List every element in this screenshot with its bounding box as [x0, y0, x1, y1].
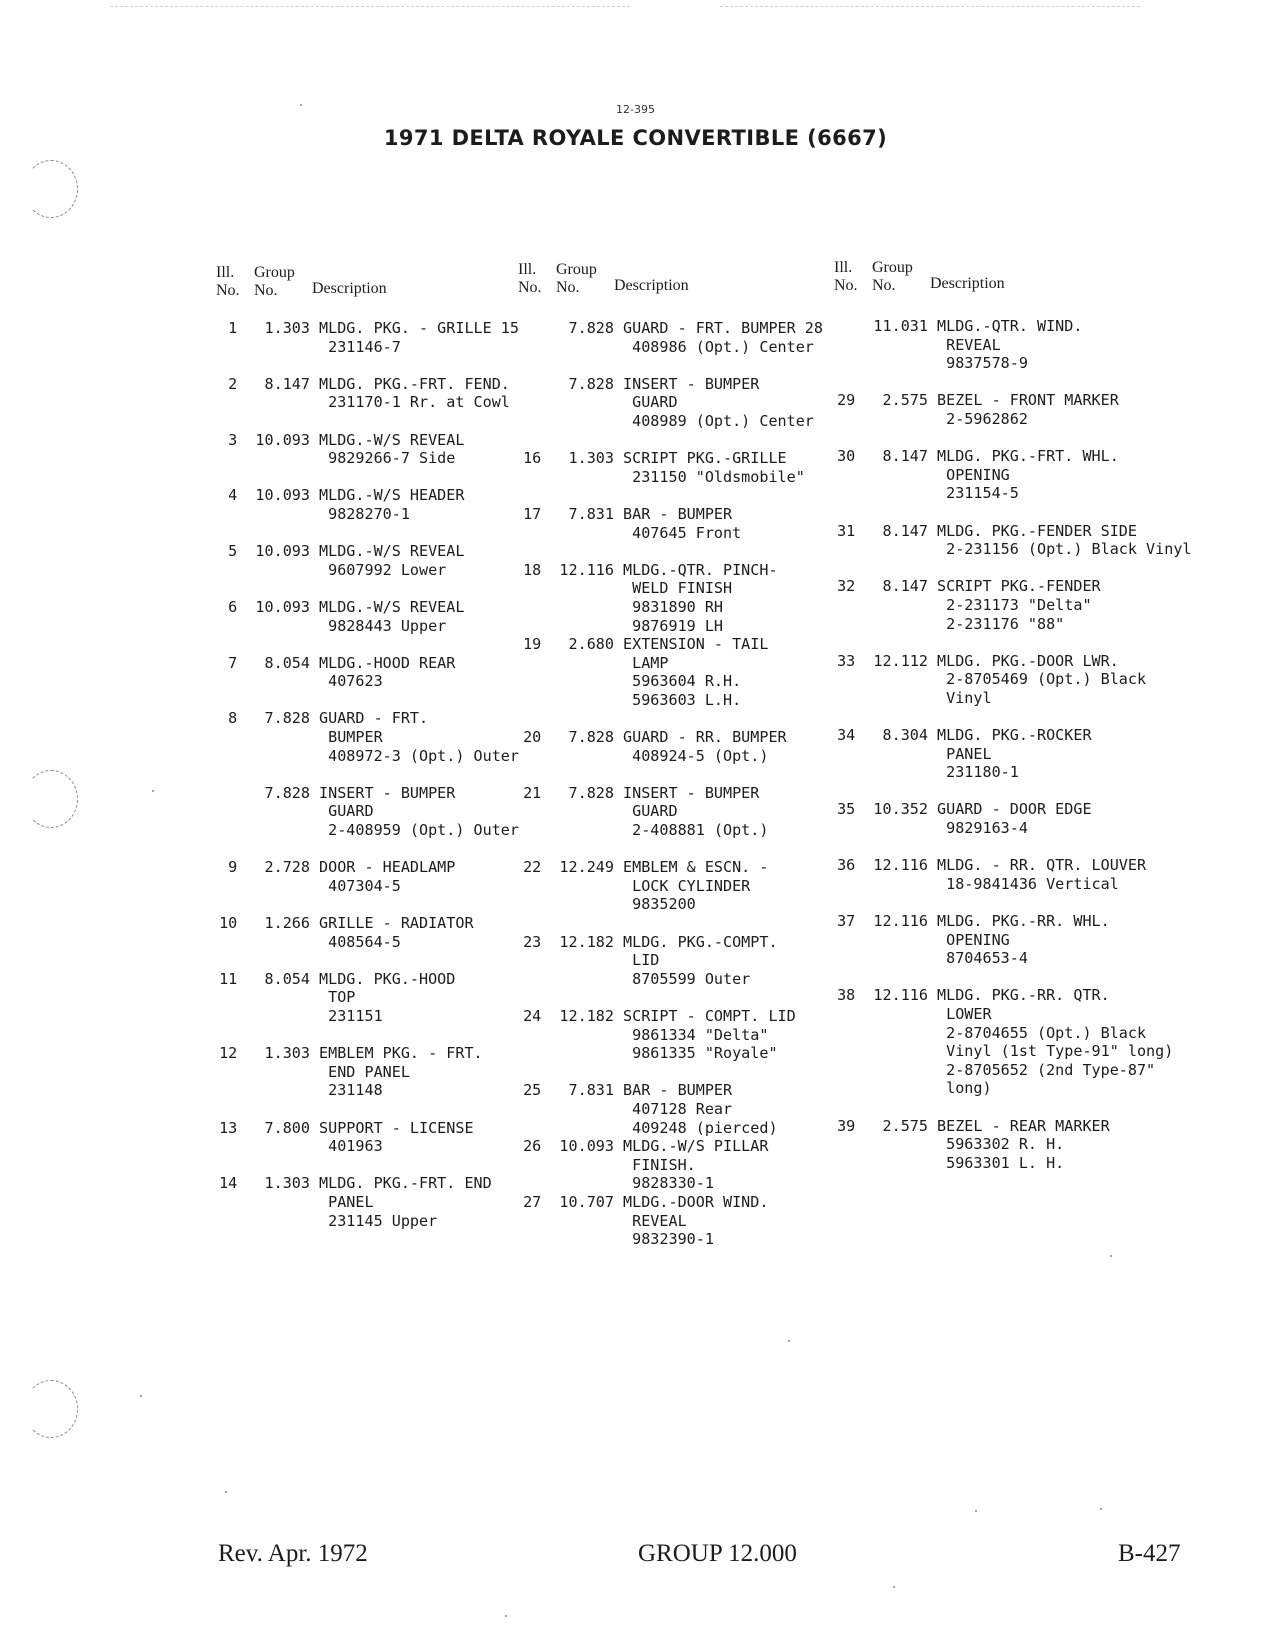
- header-ill-no: No.: [834, 277, 858, 294]
- header-group-no: No.: [872, 277, 896, 294]
- parts-column-3: 11.031 MLDG.-QTR. WIND. REVEAL 9837578-9 29 2.575 BEZEL - FRONT MARKER 2-5962862 30 8.147 MLDG. PKG.-FRT. WHL. OPENING 231154-5 31 8.147 MLDG. PKG.-FENDER SIDE 2-231156 (Opt.) Black Vinyl 32 8.147 SCRIPT PKG.-FENDER 2-231173 "Delta" 2-231176 "88" 33 12.112 MLDG. PKG.-DOOR LWR. 2-8705469 (Opt.) Black Vinyl 34 8.304 MLDG. PKG.-ROCKER PANEL 231180-1 35 10.352 GUARD - DOOR EDGE 9829163-4 36 12.116 MLDG. - RR. QTR. LOUVER 18-9841436 Vertical 37 12.116 MLDG. PKG.-RR. WHL. OPENING 8704653-4 38 12.116 MLDG. PKG.-RR. QTR. LOWER 2-8704655 (Opt.) Black Vinyl (1st Type-91" long) 2-8705652 (2nd Type-87" long) 39 2.575 BEZEL - REAR MARKER 5963302 R. H. 5963301 L. H.: [837, 317, 1192, 1172]
- parts-column-1: 1 1.303 MLDG. PKG. - GRILLE 15 231146-7 2 8.147 MLDG. PKG.-FRT. FEND. 231170-1 Rr. at Cowl 3 10.093 MLDG.-W/S REVEAL 9829266-7 Side 4 10.093 MLDG.-W/S HEADER 9828270-1 5 10.093 MLDG.-W/S REVEAL 9607992 Lower 6 10.093 MLDG.-W/S REVEAL 9828443 Upper 7 8.054 MLDG.-HOOD REAR 407623 8 7.828 GUARD - FRT. BUMPER 408972-3 (Opt.) Outer 7.828 INSERT - BUMPER GUARD 2-408959 (Opt.) Outer 9 2.728 DOOR - HEADLAMP 407304-5 10 1.266 GRILLE - RADIATOR 408564-5 11 8.054 MLDG. PKG.-HOOD TOP 231151 12 1.303 EMBLEM PKG. - FRT. END PANEL 231148 13 7.800 SUPPORT - LICENSE 401963 14 1.303 MLDG. PKG.-FRT. END PANEL 231145 Upper: [219, 319, 519, 1230]
- scan-speck: [975, 1510, 977, 1512]
- header-group: Group: [872, 259, 913, 276]
- scan-speck: [788, 1340, 790, 1342]
- punch-hole-top: [24, 160, 78, 218]
- page-code: B-427: [1118, 1540, 1181, 1567]
- header-ill: Ill.: [216, 264, 235, 281]
- scan-speck: [505, 1615, 507, 1617]
- scan-edge-line: [110, 6, 630, 7]
- page-title: 1971 DELTA ROYALE CONVERTIBLE (6667): [383, 126, 888, 150]
- scan-speck: [893, 1586, 895, 1588]
- header-group: Group: [556, 261, 597, 278]
- header-description: Description: [312, 280, 387, 297]
- header-ill-no: No.: [216, 282, 240, 299]
- header-group-no: No.: [556, 279, 580, 296]
- parts-column-2: 7.828 GUARD - FRT. BUMPER 28 408986 (Opt.) Center 7.828 INSERT - BUMPER GUARD 408989 (Opt.) Center 16 1.303 SCRIPT PKG.-GRILLE 231150 "Oldsmobile" 17 7.831 BAR - BUMPER 407645 Front 18 12.116 MLDG.-QTR. PINCH- WELD FINISH 9831890 RH 9876919 LH 19 2.680 EXTENSION - TAIL LAMP 5963604 R.H. 5963603 L.H. 20 7.828 GUARD - RR. BUMPER 408924-5 (Opt.) 21 7.828 INSERT - BUMPER GUARD 2-408881 (Opt.) 22 12.249 EMBLEM & ESCN. - LOCK CYLINDER 9835200 23 12.182 MLDG. PKG.-COMPT. LID 8705599 Outer 24 12.182 SCRIPT - COMPT. LID 9861334 "Delta" 9861335 "Royale" 25 7.831 BAR - BUMPER 407128 Rear 409248 (pierced) 26 10.093 MLDG.-W/S PILLAR FINISH. 9828330-1 27 10.707 MLDG.-DOOR WIND. REVEAL 9832390-1: [523, 319, 823, 1249]
- header-description: Description: [930, 275, 1005, 292]
- group-label: GROUP 12.000: [638, 1540, 797, 1567]
- scan-speck: [300, 104, 302, 106]
- scan-speck: [1100, 1508, 1102, 1510]
- scan-speck: [225, 1491, 227, 1493]
- punch-hole-middle: [24, 770, 78, 828]
- header-group: Group: [254, 264, 295, 281]
- scan-speck: [140, 1395, 142, 1397]
- header-ill: Ill.: [834, 259, 853, 276]
- header-group-no: No.: [254, 282, 278, 299]
- revision-date: Rev. Apr. 1972: [218, 1540, 368, 1567]
- scan-speck: [152, 790, 154, 792]
- punch-hole-bottom: [24, 1380, 78, 1438]
- scan-edge-line: [720, 6, 1140, 7]
- page-number: 12-395: [616, 103, 655, 116]
- header-description: Description: [614, 277, 689, 294]
- scan-speck: [1110, 1255, 1112, 1257]
- header-ill-no: No.: [518, 279, 542, 296]
- header-ill: Ill.: [518, 261, 537, 278]
